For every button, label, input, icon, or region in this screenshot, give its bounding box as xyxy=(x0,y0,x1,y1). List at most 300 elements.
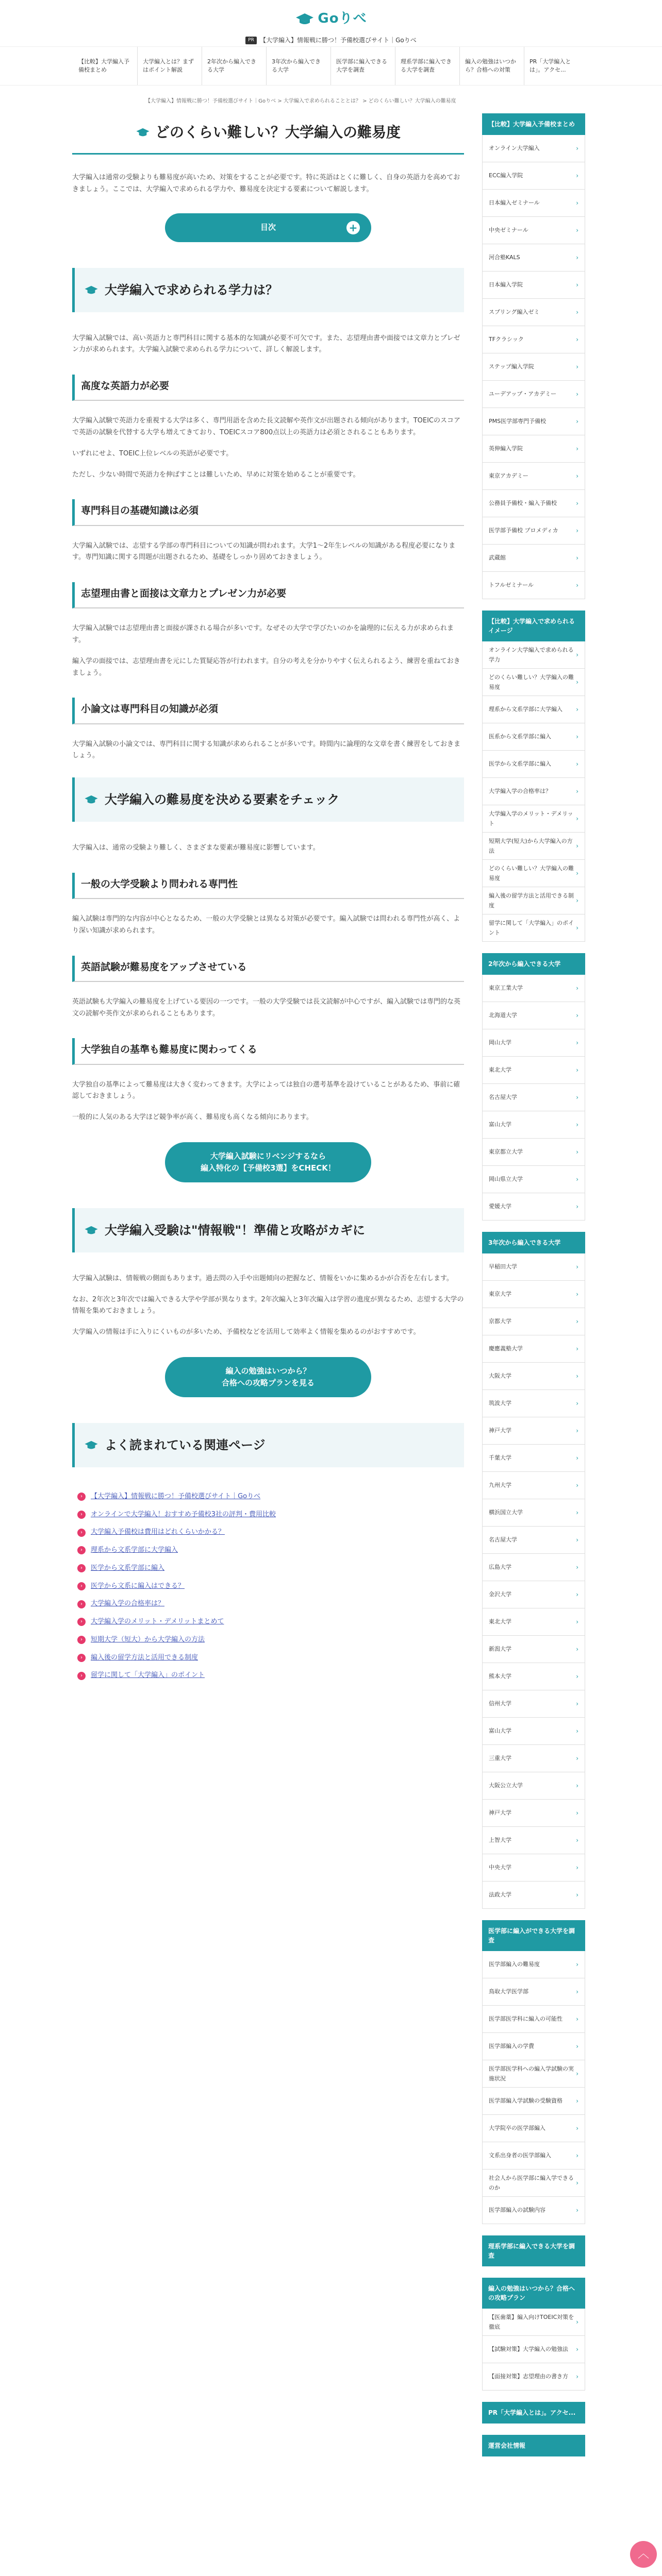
sidebar-heading[interactable]: 編入の勉強はいつから？合格への攻略プラン xyxy=(482,2278,585,2309)
sidebar-item[interactable] xyxy=(482,1718,585,1745)
related-item[interactable] xyxy=(77,1578,464,1596)
sidebar-item-label: 東京アカデミー xyxy=(489,472,528,480)
gnav-item[interactable]: 理系学部に編入できる大学を調査 xyxy=(395,47,460,85)
related-item[interactable] xyxy=(77,1506,464,1524)
chevron-right-icon: › xyxy=(576,1988,578,1995)
chevron-right-icon: › xyxy=(576,760,578,768)
sidebar-item[interactable] xyxy=(482,778,585,805)
sidebar-item-label: スプリング編入ゼミ xyxy=(489,309,540,316)
sidebar-heading[interactable]: 2年次から編入できる大学 xyxy=(482,953,585,975)
sidebar-item[interactable] xyxy=(482,2142,585,2170)
sidebar-item[interactable] xyxy=(482,408,585,435)
cta-line: 大学編入試験にリベンジするなら xyxy=(210,1151,326,1161)
sidebar-item[interactable] xyxy=(482,1499,585,1527)
sidebar-item[interactable] xyxy=(482,1363,585,1390)
intro-paragraph: 大学編入は通常の受験よりも難易度が高いため、対策をすることが必要です。特に英語はとくに難しく、自身の英語力を高めておきましょう。ここでは、大学編入で求められる学力や、難易度を決定する要素について解説します。 xyxy=(72,174,460,193)
gnav-item[interactable]: PR「大学編入とは」。アクセ... xyxy=(529,58,571,73)
sidebar-item[interactable] xyxy=(482,1029,585,1057)
sidebar-item[interactable] xyxy=(482,490,585,517)
sidebar-item-label: 【面接対策】志望理由の書き方 xyxy=(489,2373,568,2380)
sidebar-item-label: 編入後の留学方法と活用できる制度 xyxy=(489,892,574,909)
sidebar-item[interactable] xyxy=(482,162,585,190)
chevron-right-icon: › xyxy=(576,472,578,480)
sidebar-item[interactable] xyxy=(482,833,585,860)
sidebar-item-label: 金沢大学 xyxy=(489,1591,511,1598)
chevron-right-icon: › xyxy=(576,1290,578,1298)
related-link[interactable]: 【大学編入】情報戦に勝つ！予備校選びサイト｜Goりべ xyxy=(91,1492,261,1500)
sidebar-item[interactable] xyxy=(482,1800,585,1827)
chevron-right-icon: › xyxy=(576,172,578,179)
sidebar-item-label: 【医歯薬】編入向けTOEIC対策を徹底 xyxy=(489,2313,574,2330)
chevron-right-icon: › xyxy=(576,815,578,822)
related-link[interactable]: 大学編入学の合格率は？ xyxy=(91,1600,165,1608)
graduation-cap-icon xyxy=(84,794,98,805)
chevron-right-icon: › xyxy=(576,1263,578,1270)
sidebar-item-label: 九州大学 xyxy=(489,1482,511,1489)
chevron-right-icon: › xyxy=(576,445,578,452)
chevron-right-icon: › xyxy=(576,1618,578,1625)
chevron-right-icon: › xyxy=(576,390,578,398)
chevron-right-icon: › xyxy=(576,527,578,534)
sidebar-item[interactable] xyxy=(482,2309,585,2336)
sidebar-item-label: 医学部予備校 プロメディカ xyxy=(489,527,558,534)
sidebar-item[interactable] xyxy=(482,2197,585,2224)
section-heading xyxy=(72,777,464,822)
chevron-right-icon: › xyxy=(576,2124,578,2132)
chevron-right-icon: › xyxy=(576,1066,578,1074)
related-link[interactable]: 短期大学（短大）から大学編入の方法 xyxy=(91,1635,205,1643)
sidebar-block xyxy=(482,113,585,599)
sidebar-block xyxy=(482,953,585,1221)
cta-button[interactable] xyxy=(165,1142,371,1182)
chevron-right-icon: › xyxy=(576,1011,578,1019)
chevron-right-icon: › xyxy=(576,733,578,740)
sidebar-item-label: 愛媛大学 xyxy=(489,1203,511,1210)
related-item[interactable] xyxy=(77,1613,464,1631)
chevron-right-icon: › xyxy=(576,1454,578,1462)
chevron-right-icon: › xyxy=(576,1202,578,1210)
sidebar-item[interactable] xyxy=(482,2060,585,2088)
sidebar-item[interactable] xyxy=(482,353,585,381)
subsection-heading: 大学独自の基準も難易度に関わってくる xyxy=(72,1038,464,1064)
related-heading xyxy=(72,1423,464,1467)
sidebar-item-label: 文系出身者の医学部編入 xyxy=(489,2152,551,2159)
sidebar-item-label: 大阪公立大学 xyxy=(489,1782,523,1789)
chevron-right-icon: › xyxy=(576,1481,578,1489)
sidebar-item[interactable] xyxy=(482,381,585,408)
subsection-paragraph: 編入学の面接では、志望理由書を元にした質疑応答が行われます。自分の考えを分かりやすく伝えられるよう、練習を重ねておきましょう。 xyxy=(72,657,460,677)
chevron-right-icon: › xyxy=(576,924,578,931)
related-item[interactable] xyxy=(77,1631,464,1649)
sidebar-item[interactable] xyxy=(482,1390,585,1417)
cta-line: 編入の勉強はいつから？ xyxy=(225,1366,311,1376)
sidebar-item[interactable] xyxy=(482,1951,585,1978)
graduation-cap-icon xyxy=(84,1439,98,1451)
sidebar-item[interactable] xyxy=(482,1417,585,1445)
sidebar-item-label: ステップ編入学院 xyxy=(489,363,534,370)
related-link[interactable]: 編入後の留学方法と活用できる制度 xyxy=(91,1653,198,1662)
sidebar-item-label: 医学部編入学試験の受験資格 xyxy=(489,2097,562,2105)
chevron-right-icon: › xyxy=(576,1345,578,1352)
chevron-right-icon: › xyxy=(576,2097,578,2105)
sidebar-item-label: 京都大学 xyxy=(489,1318,511,1325)
sidebar-item[interactable] xyxy=(482,1335,585,1363)
subsection-paragraph: 英語試験も大学編入の難易度を上げている要因の一つです。一般の大学受験では長文読解が中心ですが、編入試験では専門的な英文の読解や英作文が求められることもあります。 xyxy=(72,997,460,1018)
sidebar-item[interactable] xyxy=(482,1772,585,1800)
section-paragraph: なお、2年次と3年次では編入できる大学や学部が異なります。2年次編入と3年次編入は学習の進度が異なるため、志望する大学の情報を集めておきましょう。 xyxy=(72,1295,464,1315)
sidebar-item-label: 熊本大学 xyxy=(489,1673,511,1680)
sidebar-item[interactable] xyxy=(482,1554,585,1581)
sidebar-heading[interactable]: 【比較】大学編入で求められるイメージ xyxy=(482,611,585,641)
sidebar-item-label: 富山大学 xyxy=(489,1727,511,1735)
sidebar-item-label: 東北大学 xyxy=(489,1618,511,1625)
sidebar-item-label: 上智大学 xyxy=(489,1837,511,1844)
sidebar-item[interactable] xyxy=(482,572,585,599)
sidebar-item[interactable] xyxy=(482,190,585,217)
chevron-right-icon: › xyxy=(576,1960,578,1968)
related-item[interactable] xyxy=(77,1595,464,1613)
related-link[interactable]: 医学から文系に編入はできる？ xyxy=(91,1582,185,1590)
chevron-right-icon: › xyxy=(576,2372,578,2380)
chevron-right-icon: › xyxy=(576,2345,578,2353)
subsection-paragraph: 大学編入試験の小論文では、専門科目に関する知識が求められることが多いです。時間内に論理的な文章を書く練習をしておきましょう。 xyxy=(72,740,460,760)
subsection-heading: 一般の大学受験より問われる専門性 xyxy=(72,873,464,899)
related-item[interactable] xyxy=(77,1667,464,1685)
subsection-paragraph: 一般的に人気のある大学ほど競争率が高く、難易度も高くなる傾向にあります。 xyxy=(72,1113,313,1121)
sidebar-item-label: 武蔵館 xyxy=(489,554,506,562)
chevron-right-icon: › xyxy=(576,226,578,234)
related-link[interactable]: 理系から文系学部に大学編入 xyxy=(91,1546,178,1554)
sidebar-item-label: 留学に関して「大学編入」のポイント xyxy=(489,919,574,936)
sidebar-block xyxy=(482,2402,585,2424)
section-heading xyxy=(72,268,464,312)
sidebar-item-label: 社会人から医学部に編入学できるのか xyxy=(489,2174,574,2191)
chevron-right-icon: › xyxy=(576,2151,578,2159)
related-item[interactable] xyxy=(77,1541,464,1560)
sidebar-item[interactable] xyxy=(482,1472,585,1499)
subsection-heading: 専門科目の基礎知識は必須 xyxy=(72,499,464,526)
toc-button[interactable] xyxy=(165,213,371,242)
sidebar-item[interactable] xyxy=(482,135,585,162)
cta-button[interactable] xyxy=(165,1357,371,1397)
chevron-right-icon: › xyxy=(576,678,578,686)
sidebar-item[interactable] xyxy=(482,805,585,833)
sidebar-item[interactable] xyxy=(482,244,585,272)
sidebar-item-label: 東京工業大学 xyxy=(489,985,523,992)
sidebar-item-label: ユーデアップ・アカデミー xyxy=(489,391,557,398)
chevron-right-icon: › xyxy=(77,1564,86,1572)
graduation-cap-icon xyxy=(295,12,315,26)
sidebar-item-label: 鳥取大学医学部 xyxy=(489,1988,528,1995)
chevron-right-icon: › xyxy=(576,144,578,152)
sidebar-item[interactable] xyxy=(482,1745,585,1772)
chevron-right-icon: › xyxy=(576,1509,578,1516)
sidebar-item[interactable] xyxy=(482,1111,585,1139)
sidebar xyxy=(482,113,585,2468)
sidebar-item[interactable] xyxy=(482,860,585,887)
related-item[interactable] xyxy=(77,1488,464,1506)
sidebar-item-label: 新潟大学 xyxy=(489,1646,511,1653)
sidebar-item[interactable] xyxy=(482,1166,585,1193)
sidebar-item-label: 千葉大学 xyxy=(489,1454,511,1462)
sidebar-item-label: 北海道大学 xyxy=(489,1012,517,1019)
sidebar-item-label: 信州大学 xyxy=(489,1700,511,1707)
sidebar-item[interactable] xyxy=(482,2336,585,2363)
tagline-text: 【大学編入】情報戦に勝つ！予備校選びサイト｜Goりべ xyxy=(259,36,417,44)
subsection-paragraph: 編入試験は専門的な内容が中心となるため、一般の大学受験とは異なる対策が必要です。編入試験では問われる専門性が高く、より深い知識が求められます。 xyxy=(72,915,460,935)
graduation-cap-icon xyxy=(84,1225,98,1236)
related-heading-text: よく読まれている関連ページ xyxy=(105,1437,266,1452)
sidebar-item-label: 日本編入ゼミナール xyxy=(489,199,540,207)
chevron-right-icon: › xyxy=(576,869,578,877)
sidebar-heading[interactable]: PR「大学編入とは」。アクセ... xyxy=(482,2402,585,2424)
sidebar-heading[interactable]: 運営会社情報 xyxy=(482,2435,585,2456)
sidebar-block xyxy=(482,1232,585,1909)
chevron-right-icon: › xyxy=(576,1317,578,1325)
sidebar-item[interactable] xyxy=(482,217,585,244)
chevron-right-icon: › xyxy=(576,1645,578,1653)
chevron-right-icon: › xyxy=(576,1372,578,1380)
related-item[interactable] xyxy=(77,1649,464,1667)
related-link[interactable]: 大学編入予備校は費用はどれくらいかかる？ xyxy=(91,1528,225,1536)
chevron-right-icon: › xyxy=(576,651,578,658)
related-link[interactable]: 医学から文系学部に編入 xyxy=(91,1564,165,1572)
global-nav xyxy=(0,46,662,86)
chevron-right-icon: › xyxy=(576,1093,578,1101)
section-paragraph: 大学編入試験は、情報戦の側面もあります。過去問の入手や出題傾向の把握など、情報をいかに集めるかが合否を左右します。 xyxy=(72,1274,453,1282)
chevron-right-icon: › xyxy=(77,1618,86,1626)
chevron-right-icon: › xyxy=(576,417,578,425)
sidebar-item[interactable] xyxy=(482,641,585,669)
chevron-right-icon: › xyxy=(576,335,578,343)
related-link[interactable]: 大学編入学のメリット・デメリットまとめて xyxy=(91,1618,224,1625)
sidebar-item[interactable] xyxy=(482,2033,585,2060)
sidebar-heading[interactable]: 医学部に編入ができる大学を調査 xyxy=(482,1920,585,1951)
sidebar-item-label: 広島大学 xyxy=(489,1564,511,1571)
sidebar-item-label: 神戸大学 xyxy=(489,1809,511,1817)
chevron-right-icon: › xyxy=(576,842,578,850)
sidebar-item-label: 東北大学 xyxy=(489,1066,511,1074)
sidebar-block xyxy=(482,1920,585,2224)
sidebar-item[interactable] xyxy=(482,1827,585,1854)
related-item[interactable] xyxy=(77,1560,464,1578)
sidebar-item-label: PMS医学部専門予備校 xyxy=(489,418,547,425)
chevron-up-icon: ︿ xyxy=(637,2548,649,2561)
sidebar-item[interactable] xyxy=(482,299,585,326)
sidebar-item[interactable] xyxy=(482,2088,585,2115)
plus-icon: + xyxy=(346,221,360,234)
chevron-right-icon: › xyxy=(576,1782,578,1789)
chevron-right-icon: › xyxy=(576,1891,578,1899)
sidebar-item[interactable] xyxy=(482,2363,585,2391)
sidebar-item-label: 河合塾KALS xyxy=(489,254,520,261)
chevron-right-icon: › xyxy=(576,1836,578,1844)
related-item[interactable] xyxy=(77,1523,464,1541)
sidebar-item-label: 医学部医学科への編入学試験の実施状況 xyxy=(489,2065,574,2082)
sidebar-item[interactable] xyxy=(482,1445,585,1472)
sidebar-item[interactable] xyxy=(482,887,585,914)
chevron-right-icon: › xyxy=(77,1582,86,1590)
chevron-right-icon: › xyxy=(576,1039,578,1046)
sidebar-item[interactable] xyxy=(482,1253,585,1281)
sidebar-item[interactable] xyxy=(482,517,585,545)
sidebar-item[interactable] xyxy=(482,1608,585,1636)
scroll-top-button[interactable] xyxy=(630,2541,657,2568)
section-heading-text: 大学編入で求められる学力は？ xyxy=(105,282,278,297)
sidebar-item-label: 中央ゼミナール xyxy=(489,227,528,234)
chevron-right-icon: › xyxy=(77,1529,86,1537)
chevron-right-icon: › xyxy=(576,199,578,207)
sidebar-item-label: 筑波大学 xyxy=(489,1400,511,1407)
sidebar-item[interactable] xyxy=(482,326,585,353)
chevron-right-icon: › xyxy=(576,363,578,370)
sidebar-item[interactable] xyxy=(482,272,585,299)
sidebar-item-label: 医学部医学科に編入の可能性 xyxy=(489,2015,562,2023)
subsection-paragraph: いずれにせよ、TOEIC上位レベルの英語が必要です。 xyxy=(72,449,233,457)
chevron-right-icon: › xyxy=(576,2206,578,2214)
sidebar-item-label: 理系から文系学部に大学編入 xyxy=(489,706,562,713)
chevron-right-icon: › xyxy=(576,705,578,713)
sidebar-item-label: 名古屋大学 xyxy=(489,1536,517,1544)
sidebar-item[interactable] xyxy=(482,1057,585,1084)
sidebar-item[interactable] xyxy=(482,696,585,723)
graduation-cap-icon xyxy=(84,284,98,296)
chevron-right-icon: › xyxy=(77,1600,86,1608)
sidebar-item[interactable] xyxy=(482,1139,585,1166)
sidebar-item-label: 横浜国立大学 xyxy=(489,1509,523,1516)
sidebar-item[interactable] xyxy=(482,1581,585,1608)
sidebar-heading[interactable]: 3年次から編入できる大学 xyxy=(482,1232,585,1253)
intro xyxy=(72,172,464,196)
chevron-right-icon: › xyxy=(576,1727,578,1735)
chevron-right-icon: › xyxy=(576,2070,578,2077)
logo-text: Goりべ xyxy=(318,11,367,26)
chevron-right-icon: › xyxy=(576,1175,578,1183)
sidebar-item-label: 早稲田大学 xyxy=(489,1263,517,1270)
sidebar-item[interactable] xyxy=(482,1882,585,1909)
section-paragraph: 大学編入の情報は手に入りにくいものが多いため、予備校などを活用して効率よく情報を集めるのがおすすめです。 xyxy=(72,1328,420,1336)
chevron-right-icon: › xyxy=(77,1511,86,1519)
chevron-right-icon: › xyxy=(576,1536,578,1544)
chevron-right-icon: › xyxy=(576,253,578,261)
sidebar-item[interactable] xyxy=(482,1636,585,1663)
chevron-right-icon: › xyxy=(576,1399,578,1407)
sidebar-block xyxy=(482,2435,585,2456)
sidebar-item-label: 医学から文系学部に編入 xyxy=(489,760,551,768)
sidebar-item[interactable] xyxy=(482,2006,585,2033)
chevron-right-icon: › xyxy=(576,308,578,316)
gnav-item[interactable]: 2年次から編入できる大学 xyxy=(202,47,267,85)
chevron-right-icon: › xyxy=(77,1493,86,1501)
sections xyxy=(72,268,464,1397)
gnav-item[interactable]: 【比較】大学編入予備校まとめ xyxy=(73,47,138,85)
sidebar-item-label: 法政大学 xyxy=(489,1891,511,1899)
subsection-paragraph: 大学編入試験で英語力を重視する大学は多く、専門用語を含めた長文読解や英作文が出題される傾向があります。TOEICのスコアで英語の試験を代替する大学も増えてきており、TOEICスコア800点以上の英語力は必須とされることもあります。 xyxy=(72,417,460,436)
sidebar-item-label: 【試験対策】大学編入の勉強法 xyxy=(489,2346,568,2353)
sidebar-item-label: 医系から文系学部に編入 xyxy=(489,733,551,740)
section-lead: 大学編入は、通常の受験より難しく、さまざまな要素が難易度に影響しています。 xyxy=(72,844,320,852)
sidebar-item[interactable] xyxy=(482,669,585,696)
site-logo[interactable] xyxy=(295,7,367,31)
sidebar-item-label: 名古屋大学 xyxy=(489,1094,517,1101)
sidebar-item[interactable] xyxy=(482,1527,585,1554)
sidebar-item[interactable] xyxy=(482,2170,585,2197)
sidebar-item-label: 医学部編入の試験内容 xyxy=(489,2207,545,2214)
gnav-item[interactable]: 3年次から編入できる大学 xyxy=(267,47,331,85)
sidebar-item-label: 大学院卒の医学部編入 xyxy=(489,2125,545,2132)
sidebar-item-label: 富山大学 xyxy=(489,1121,511,1128)
sidebar-item[interactable] xyxy=(482,2115,585,2142)
related-link[interactable]: 留学に関して「大学編入」のポイント xyxy=(91,1671,205,1680)
chevron-right-icon: › xyxy=(576,1590,578,1598)
sidebar-item-label: 医学部編入の難易度 xyxy=(489,1961,540,1968)
gnav-item[interactable]: 医学部に編入できる大学を調査 xyxy=(331,47,395,85)
sidebar-item[interactable] xyxy=(482,1084,585,1111)
sidebar-item-label: 岡山大学 xyxy=(489,1039,511,1046)
sidebar-item-label: トフルゼミナール xyxy=(489,582,534,589)
chevron-right-icon: › xyxy=(576,581,578,589)
sidebar-item[interactable] xyxy=(482,1663,585,1690)
sidebar-item[interactable] xyxy=(482,975,585,1002)
sidebar-item[interactable] xyxy=(482,1281,585,1308)
sidebar-item-label: TFクラシック xyxy=(489,336,524,343)
chevron-right-icon: › xyxy=(576,984,578,992)
chevron-right-icon: › xyxy=(576,281,578,289)
sidebar-block xyxy=(482,2235,585,2266)
sidebar-item[interactable] xyxy=(482,545,585,572)
sidebar-item[interactable] xyxy=(482,1002,585,1029)
gnav-item[interactable]: 大学編入とは？まずはポイント解説 xyxy=(138,47,202,85)
sidebar-item-label: ECC編入学院 xyxy=(489,172,523,179)
subsection-heading: 高度な英語力が必要 xyxy=(72,375,464,401)
main-content xyxy=(72,113,464,1716)
sidebar-heading[interactable]: 【比較】大学編入予備校まとめ xyxy=(482,113,585,135)
sidebar-block xyxy=(482,611,585,942)
chevron-right-icon: › xyxy=(576,787,578,795)
sidebar-item-label: 東京大学 xyxy=(489,1291,511,1298)
sidebar-item[interactable] xyxy=(482,723,585,751)
related-link[interactable]: オンラインで大学編入！おすすめ予備校3社の評判・費用比較 xyxy=(91,1510,276,1518)
sidebar-item[interactable] xyxy=(482,1193,585,1221)
sidebar-item-label: 大学編入学の合格率は？ xyxy=(489,788,551,795)
chevron-right-icon: › xyxy=(576,2318,578,2326)
sidebar-item[interactable] xyxy=(482,1690,585,1718)
sidebar-item[interactable] xyxy=(482,1854,585,1882)
chevron-right-icon: › xyxy=(77,1654,86,1662)
sidebar-item[interactable] xyxy=(482,914,585,942)
sidebar-item-label: 英伸編入学院 xyxy=(489,445,523,452)
sidebar-item[interactable] xyxy=(482,435,585,463)
chevron-right-icon: › xyxy=(576,554,578,562)
sidebar-item-label: 岡山県立大学 xyxy=(489,1176,523,1183)
subsection-paragraph: 大学独自の基準によって難易度は大きく変わってきます。大学によっては独自の選考基準を設けていることがあるため、事前に確認しておきましょう。 xyxy=(72,1080,460,1100)
chevron-right-icon: › xyxy=(576,1427,578,1434)
sidebar-item-label: どのくらい難しい？大学編入の難易度 xyxy=(489,865,574,882)
graduation-cap-icon xyxy=(136,127,150,138)
section-heading-text: 大学編入の難易度を決める要素をチェック xyxy=(105,792,340,807)
sidebar-item[interactable] xyxy=(482,1978,585,2006)
sidebar-item[interactable] xyxy=(482,1308,585,1335)
chevron-right-icon: › xyxy=(576,1700,578,1707)
related-list xyxy=(77,1488,464,1685)
sidebar-item[interactable] xyxy=(482,751,585,778)
chevron-right-icon: › xyxy=(77,1546,86,1554)
sidebar-item-label: 大学編入学のメリット・デメリット xyxy=(489,810,573,827)
sidebar-item[interactable] xyxy=(482,463,585,490)
sidebar-heading[interactable]: 理系学部に編入できる大学を調査 xyxy=(482,2235,585,2266)
gnav-item[interactable]: 編入の勉強はいつから？合格への対策 xyxy=(460,47,524,85)
page-title xyxy=(72,113,464,155)
